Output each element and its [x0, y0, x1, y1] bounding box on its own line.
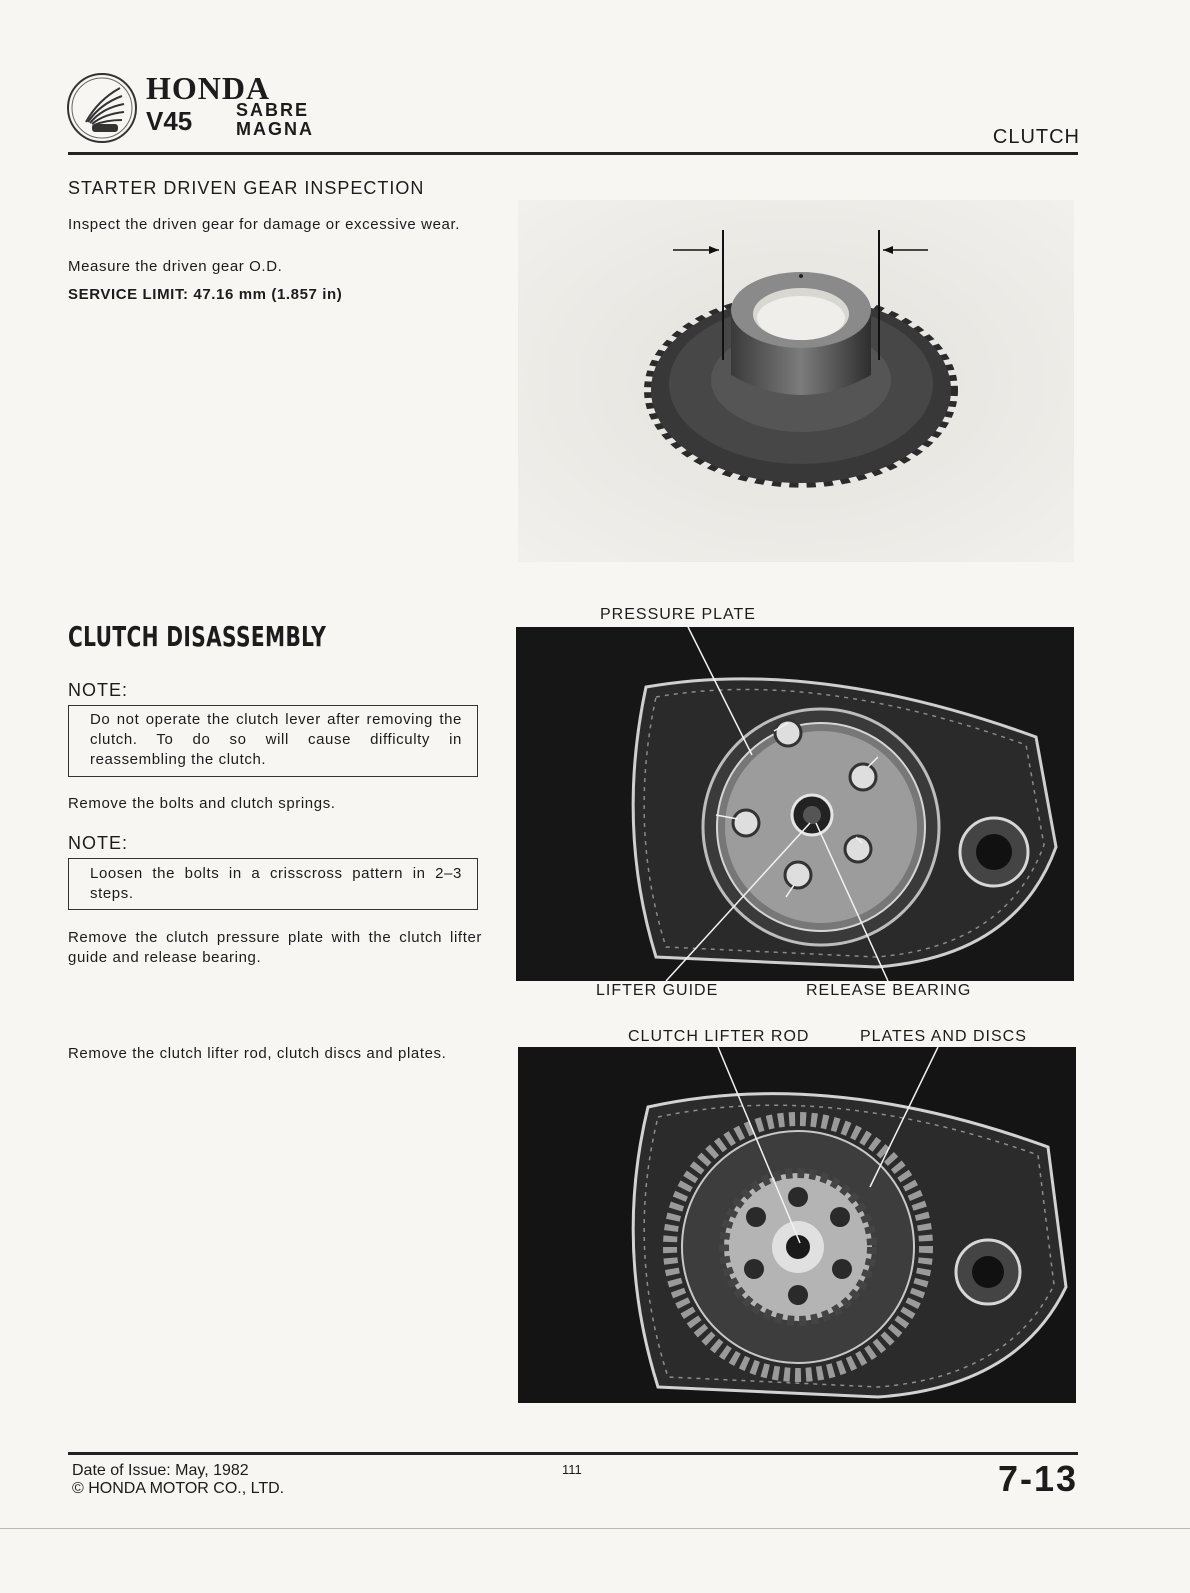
callout-lifter-guide: LIFTER GUIDE [596, 982, 719, 999]
section-title: CLUTCH [992, 126, 1080, 148]
callout-release-bearing: RELEASE BEARING [806, 982, 972, 999]
model-variant-magna: MAGNA [236, 119, 314, 139]
step-remove-pressure-plate: Remove the clutch pressure plate with the clutch lifter guide and release bearing. [68, 929, 482, 966]
date-of-issue: Date of Issue: May, 1982 [72, 1462, 249, 1479]
footer-divider [68, 1452, 1078, 1455]
brand-name: HONDA [146, 70, 271, 106]
model-variant-sabre: SABRE [236, 100, 310, 120]
clutch-disassembly-heading: CLUTCH DISASSEMBLY [68, 620, 327, 653]
scan-edge-divider [0, 1528, 1190, 1529]
note-text: Loosen the bolts in a crisscross pattern in 2–3 steps. [90, 865, 462, 902]
note-label: NOTE: [68, 680, 129, 700]
service-limit: SERVICE LIMIT: 47.16 mm (1.857 in) [68, 286, 343, 303]
measure-paragraph: Measure the driven gear O.D. [68, 258, 283, 275]
page-number: 111 [562, 1462, 582, 1477]
clutch-discs-plates-photo [518, 1047, 1076, 1403]
honda-wing-logo-icon [64, 70, 140, 146]
callout-pressure-plate: PRESSURE PLATE [600, 606, 756, 623]
header-divider [68, 152, 1078, 155]
section-page-number: 7-13 [997, 1458, 1078, 1499]
note-label: NOTE: [68, 833, 129, 853]
clutch-pressure-plate-photo [516, 627, 1074, 981]
callout-clutch-lifter-rod: CLUTCH LIFTER ROD [628, 1028, 810, 1045]
copyright: © HONDA MOTOR CO., LTD. [72, 1480, 285, 1497]
callout-plates-and-discs: PLATES AND DISCS [860, 1028, 1027, 1045]
note-text: Do not operate the clutch lever after removing the clutch. To do so will cause difficulty in reassembling the clutch. [90, 711, 462, 768]
inspect-paragraph: Inspect the driven gear for damage or excessive wear. [68, 216, 460, 233]
starter-gear-heading: STARTER DRIVEN GEAR INSPECTION [68, 178, 425, 198]
step-remove-bolts: Remove the bolts and clutch springs. [68, 795, 336, 812]
model-name: V45 [146, 106, 193, 136]
starter-driven-gear-photo [518, 200, 1074, 562]
step-remove-lifter-rod: Remove the clutch lifter rod, clutch discs and plates. [68, 1045, 447, 1062]
